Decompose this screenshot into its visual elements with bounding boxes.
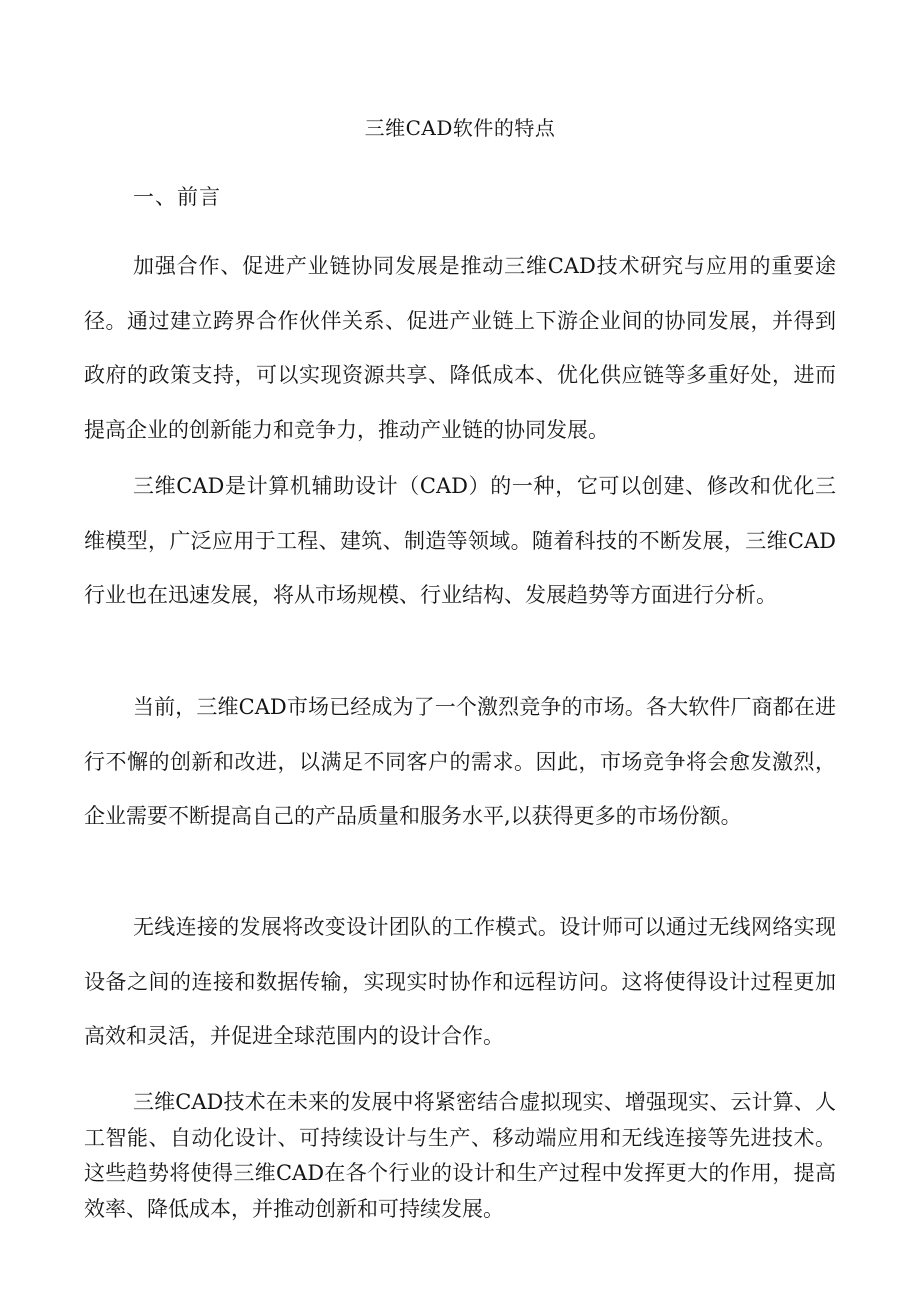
paragraph-market-competition: 当前，三维CAD市场已经成为了一个激烈竞争的市场。各大软件厂商都在进行不懈的创新和改进，以满足不同客户的需求。因此，市场竞争将会愈发激烈，企业需要不断提高自己的产品质量和服务水平,以获得更多的市场份额。 — [84, 695, 836, 828]
paragraph-definition: 三维CAD是计算机辅助设计（CAD）的一种，它可以创建、修改和优化三维模型，广泛应用于工程、建筑、制造等领域。随着科技的不断发展，三维CAD行业也在迅速发展，将从市场规模、行业结构、发展趋势等方面进行分析。 — [84, 474, 836, 607]
section-heading: 一、前言 — [133, 185, 221, 209]
paragraph-wireless-connection: 无线连接的发展将改变设计团队的工作模式。设计师可以通过无线网络实现设备之间的连接和数据传输，实现实时协作和远程访问。这将使得设计过程更加高效和灵活，并促进全球范围内的设计合作。 — [84, 915, 836, 1048]
paragraph-cooperation: 加强合作、促进产业链协同发展是推动三维CAD技术研究与应用的重要途径。通过建立跨界合作伙伴关系、促进产业链上下游企业间的协同发展，并得到政府的政策支持，可以实现资源共享、降低成本、优化供应链等多重好处，进而提高企业的创新能力和竞争力，推动产业链的协同发展。 — [84, 254, 836, 442]
document-title: 三维CAD软件的特点 — [364, 116, 556, 140]
paragraph-future-trends: 三维CAD技术在未来的发展中将紧密结合虚拟现实、增强现实、云计算、人工智能、自动化设计、可持续设计与生产、移动端应用和无线连接等先进技术。这些趋势将使得三维CAD在各个行业的设计和生产过程中发挥更大的作用，提高效率、降低成本，并推动创新和可持续发展。 — [84, 1090, 836, 1221]
